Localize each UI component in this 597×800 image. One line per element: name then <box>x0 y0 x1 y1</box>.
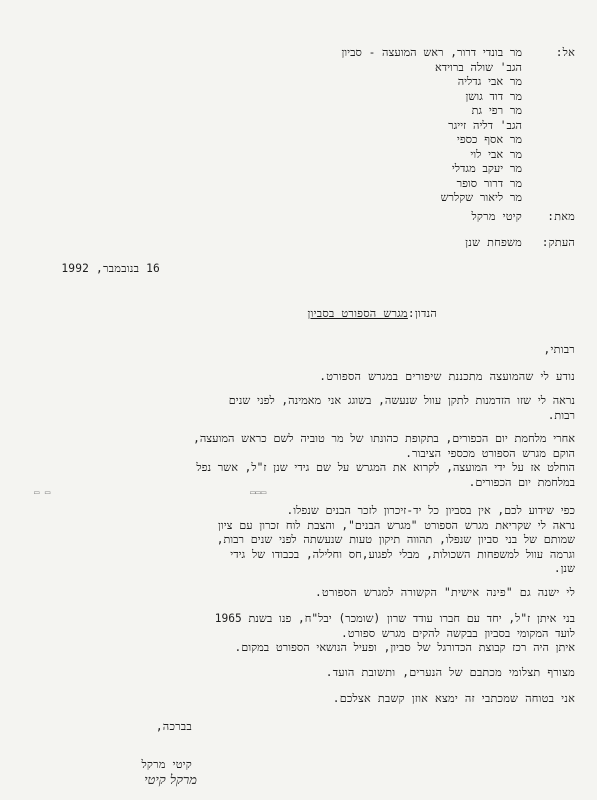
bleed-through-mark: ▭▭▭ <box>250 488 267 498</box>
paragraph-line: כפי שידוע לכם, אין בסביון כל יד-זיכרון לזכר הבנים שנפלו. <box>286 504 575 517</box>
paragraph-line: אחרי מלחמת יום הכפורים, בתקופת כהונתו של מר טוביה לשם כראש המועצה, <box>193 432 575 445</box>
paragraph-line: הוקם מגרש הספורט מכספי הציבור. <box>405 446 575 460</box>
closing-name: קיטי מרקל <box>141 758 192 771</box>
paragraph-3 <box>15 432 575 490</box>
subject-line <box>308 307 438 321</box>
cc-value: משפחת שנן <box>465 236 522 249</box>
paragraph-5: לי ישנה גם "פינה אישית" הקשורה למגרש הספורט. <box>315 586 575 599</box>
recipient-list <box>341 46 522 206</box>
recipient-item: הגב' שולה ברוידא <box>435 60 522 74</box>
to-label: אל: <box>555 46 575 59</box>
subject-value: מגרש הספורט בסביון <box>307 307 408 320</box>
paragraph-line: הוחלט אז על ידי המועצה, לקרוא את המגרש על שם גידי שנן ז"ל, אשר נפל <box>196 461 575 474</box>
paragraph-line: במלחמת יום הכפורים. <box>468 475 575 489</box>
recipient-item: מר דרור סופר <box>456 176 522 190</box>
paragraph-7: מצורף תצלומי מכתבם של הנערים, ותשובת הועד. <box>325 666 575 679</box>
paragraph-line: וגרמה עוול למשפחות השכולות, מבלי לפגוע,חס וחלילה, בכבודו של גידי <box>230 547 575 561</box>
letter-date: 16 בנובמבר, 1992 <box>61 262 160 275</box>
subject-label: הנדון: <box>407 307 437 320</box>
paragraph-6 <box>15 612 575 656</box>
handwritten-signature: מרקל קיטי <box>144 773 197 788</box>
paragraph-8: אני בטוחה שמכתבי זה ימצא אוזן קשבת אצלכם. <box>332 692 575 705</box>
recipient-item: מר בונדי דרור, ראש המועצה - סביון <box>341 46 522 59</box>
bleed-through-mark: ▭ ▭ <box>34 488 51 498</box>
from-label: מאת: <box>547 210 575 223</box>
paragraph-line: בני איתן ז"ל, יחד עם חברו עודד שרון (שומכר) יבל"ח, פנו בשנת 1965 <box>214 612 575 625</box>
paragraph-line: נראה לי שזו הזדמנות לתקן עוול שנעשה, בשוגג אני מאמינה, לפני שנים <box>228 394 575 407</box>
paragraph-line: לועד המקומי בסביון בבקשה להקים מגרש ספורט. <box>340 626 575 640</box>
closing-regards: בברכה, <box>155 720 192 733</box>
recipient-item: הגב' דליה זייגר <box>448 118 522 132</box>
recipient-item: מר אבי גדליה <box>457 75 522 88</box>
recipient-item: מר דוד גושן <box>465 89 522 103</box>
recipient-item: מר אסף כספי <box>456 133 522 146</box>
paragraph-line: שנן. <box>553 562 575 575</box>
salutation: רבותי, <box>543 343 575 356</box>
paragraph-line: איתן היה רכז קבוצת הכדורגל של סביון, ופעיל הנושאי הספורט במקום. <box>234 641 575 654</box>
paragraph-line: שמותם של בני סביון שנפלו, תהווה תיקון טעות שנעשתה לפני שנים רבות, <box>216 533 575 546</box>
recipient-item: מר אבי לוי <box>470 147 522 161</box>
recipient-item: מר ליאור שקלרש <box>440 191 522 204</box>
from-value: קיטי מרקל <box>471 210 522 223</box>
paragraph-4 <box>15 504 575 577</box>
paragraph-2 <box>15 394 575 423</box>
recipient-item: מר יעקב מגדלי <box>451 162 522 175</box>
recipient-item: מר רפי גת <box>471 104 522 117</box>
cc-label: העתק: <box>541 236 575 249</box>
paragraph-line: רבות. <box>547 408 575 422</box>
paragraph-line: נראה לי שקריאת מגרש הספורט "מגרש הבנים", והצבת לוח זכרון עם ציון <box>218 518 575 532</box>
paragraph-1: נודע לי שהמועצה מתכננת שיפורים במגרש הספורט. <box>319 370 575 383</box>
